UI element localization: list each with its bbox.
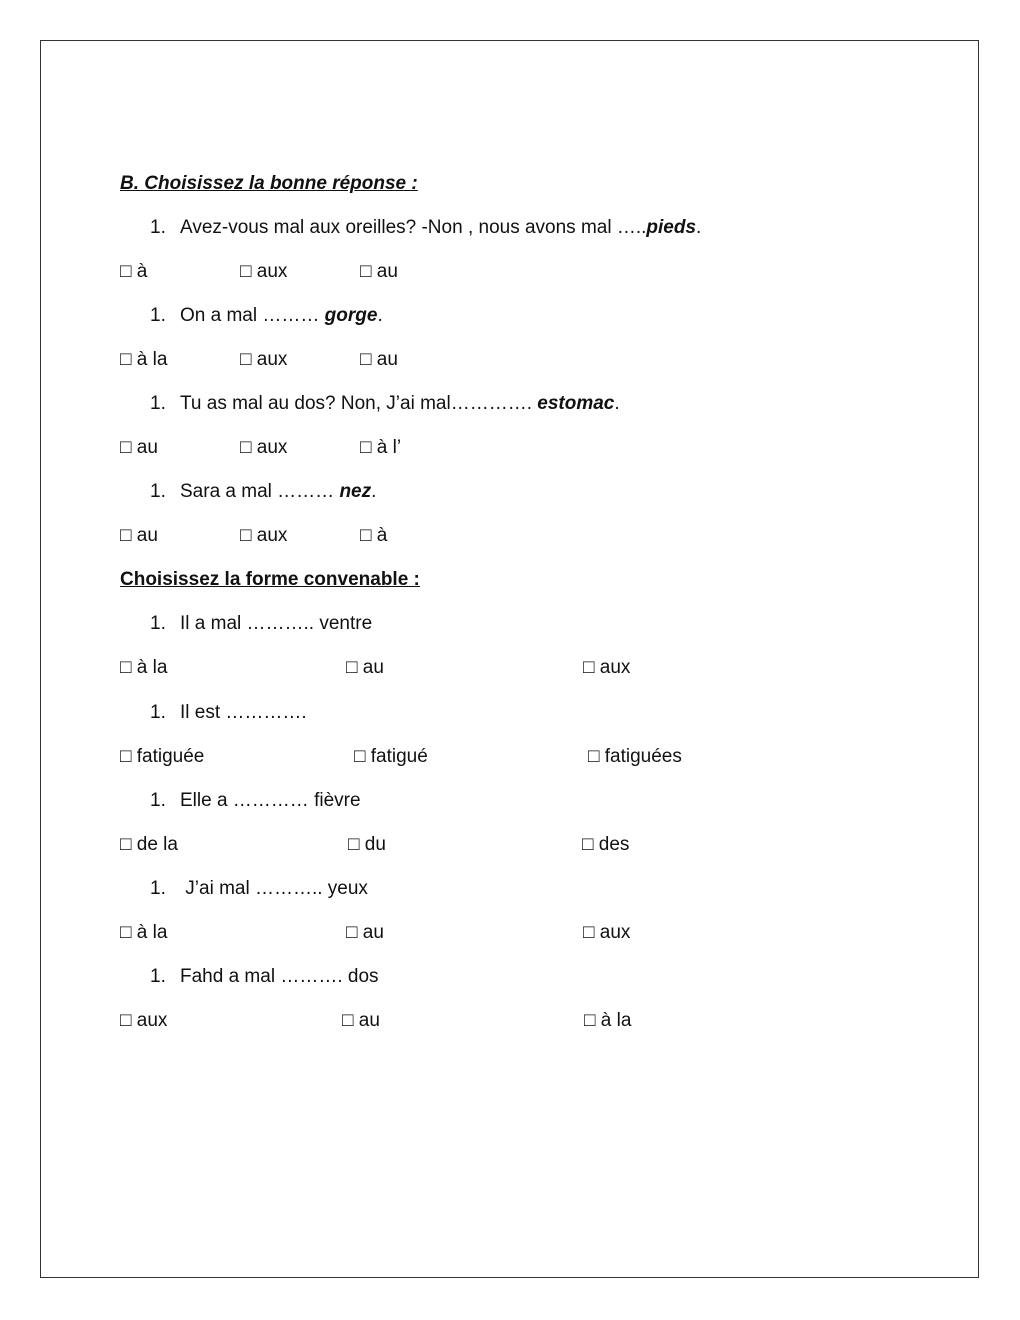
question-number: 1.: [150, 217, 166, 238]
option-checkbox[interactable]: □ aux: [240, 349, 288, 370]
question-c5: [150, 966, 379, 988]
option-checkbox[interactable]: □ à la: [120, 657, 168, 678]
option-checkbox[interactable]: □ de la: [120, 834, 178, 855]
question-number: 1.: [150, 790, 166, 811]
option-checkbox[interactable]: □ au: [120, 525, 158, 546]
question-c2: [150, 702, 307, 724]
option-checkbox[interactable]: □ du: [348, 834, 386, 855]
option-checkbox[interactable]: □ aux: [583, 657, 631, 678]
question-text: Elle a ………… fièvre: [180, 790, 361, 811]
section-b-title: B. Choisissez la bonne réponse :: [120, 173, 418, 194]
question-number: 1.: [150, 393, 166, 414]
option-checkbox[interactable]: □ aux: [240, 437, 288, 458]
question-end: .: [614, 393, 620, 414]
question-text: Il a mal ……….. ventre: [180, 613, 373, 634]
option-checkbox[interactable]: □ aux: [240, 261, 288, 282]
option-checkbox[interactable]: □ aux: [240, 525, 288, 546]
question-end: .: [377, 305, 383, 326]
question-b1: [150, 217, 701, 239]
question-text: On a mal ………: [180, 305, 325, 326]
section-c-title: Choisissez la forme convenable :: [120, 569, 420, 590]
option-checkbox[interactable]: □ à la: [120, 349, 168, 370]
option-checkbox[interactable]: □ au: [346, 922, 384, 943]
question-number: 1.: [150, 613, 166, 634]
question-text: Fahd a mal ………. dos: [180, 966, 379, 987]
option-checkbox[interactable]: □ à la: [120, 922, 168, 943]
option-checkbox[interactable]: □ aux: [583, 922, 631, 943]
question-end: .: [371, 481, 377, 502]
option-checkbox[interactable]: □ au: [360, 349, 398, 370]
question-c3: [150, 790, 361, 812]
option-checkbox[interactable]: □ des: [582, 834, 630, 855]
question-emphasis: estomac: [537, 393, 615, 414]
question-b4: [150, 481, 376, 503]
question-emphasis: gorge: [324, 305, 378, 326]
option-checkbox[interactable]: □ au: [342, 1010, 380, 1031]
option-checkbox[interactable]: □ fatiguée: [120, 746, 205, 767]
question-b3: [150, 393, 620, 415]
question-number: 1.: [150, 481, 166, 502]
question-number: 1.: [150, 305, 166, 326]
question-c4: [150, 878, 368, 900]
question-b2: [150, 305, 383, 327]
option-checkbox[interactable]: □ à la: [584, 1010, 632, 1031]
option-checkbox[interactable]: □ aux: [120, 1010, 168, 1031]
option-checkbox[interactable]: □ au: [120, 437, 158, 458]
option-checkbox[interactable]: □ à l’: [360, 437, 402, 458]
option-checkbox[interactable]: □ à: [120, 261, 148, 282]
question-text: Tu as mal au dos? Non, J’ai mal………….: [180, 393, 538, 414]
question-text: J’ai mal ……….. yeux: [180, 878, 368, 899]
question-number: 1.: [150, 966, 166, 987]
question-number: 1.: [150, 702, 166, 723]
question-number: 1.: [150, 878, 166, 899]
question-emphasis: nez: [339, 481, 372, 502]
question-end: .: [696, 217, 702, 238]
question-c1: [150, 613, 372, 635]
question-emphasis: pieds: [646, 217, 697, 238]
option-checkbox[interactable]: □ au: [346, 657, 384, 678]
option-checkbox[interactable]: □ au: [360, 261, 398, 282]
option-checkbox[interactable]: □ fatiguées: [588, 746, 682, 767]
option-checkbox[interactable]: □ à: [360, 525, 388, 546]
question-text: Avez-vous mal aux oreilles? -Non , nous avons mal …..: [180, 217, 647, 238]
question-text: Il est ………….: [180, 702, 307, 723]
question-text: Sara a mal ………: [180, 481, 340, 502]
option-checkbox[interactable]: □ fatigué: [354, 746, 428, 767]
